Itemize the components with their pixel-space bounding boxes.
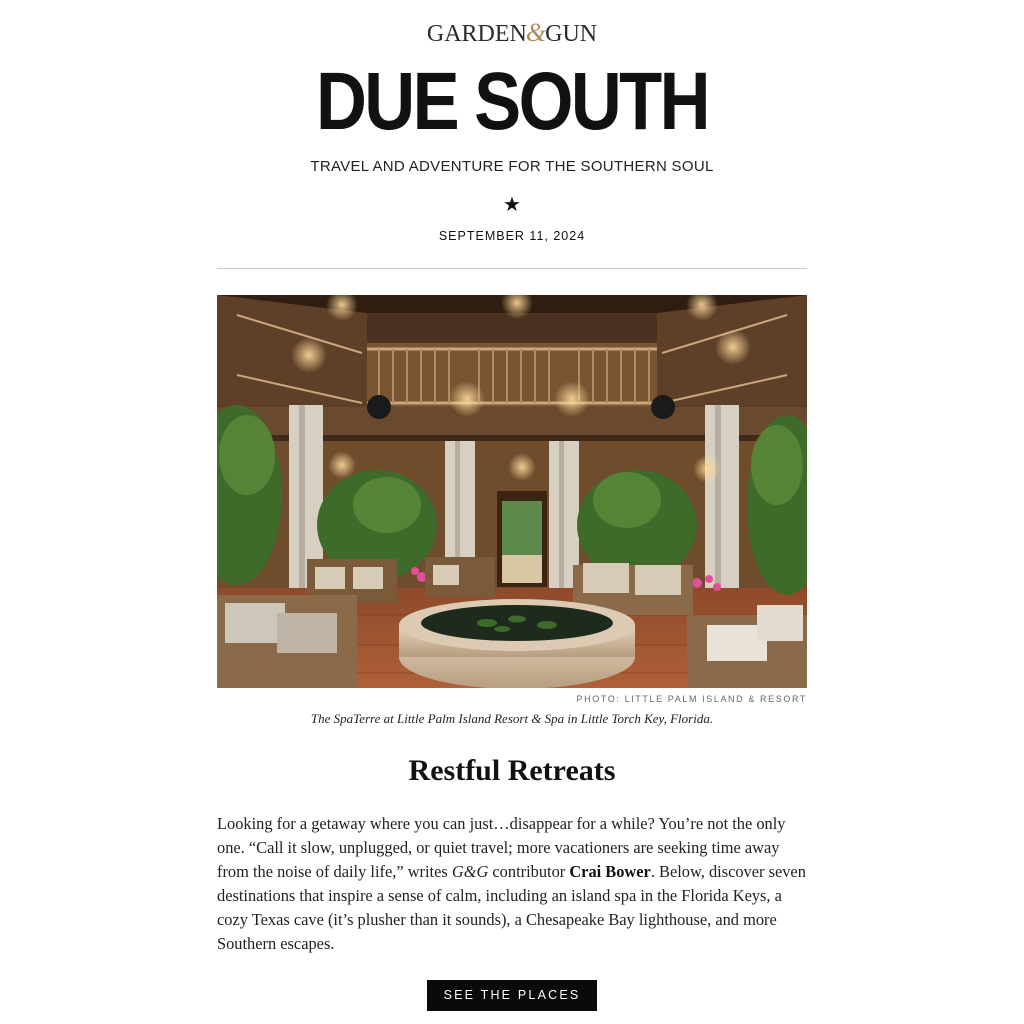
author-name: Crai Bower <box>569 862 651 881</box>
image-caption: The SpaTerre at Little Palm Island Resort & Spa in Little Torch Key, Florida. <box>310 711 714 726</box>
article-body <box>217 812 809 956</box>
logo-word-garden: GARDEN <box>426 21 527 47</box>
spa-courtyard-illustration <box>217 295 807 688</box>
newsletter-title: DUE SOUTH <box>315 56 709 147</box>
newsletter-tagline: TRAVEL AND ADVENTURE FOR THE SOUTHERN SOUL <box>310 158 714 175</box>
body-text-part-3: . Below, discover seven destinations that inspire a sense of calm, including an island spa in the Florida Keys, a cozy Texas cave (it’s plusher than it sounds), a Chesapeake Bay lighthouse, and more Southern escapes. <box>217 862 806 953</box>
photo-credit: PHOTO: LITTLE PALM ISLAND & RESORT <box>576 694 807 704</box>
body-text-part-1: Looking for a getaway where you can just…disappear for a while? You’re not the only one. “Call it slow, unplugged, or quiet travel; more vacationers are seeking time away from the noise of daily life,” writes <box>217 814 786 881</box>
article-heading: Restful Retreats <box>408 754 616 787</box>
publication-name: G&G <box>451 862 489 881</box>
logo-word-gun: GUN <box>545 21 598 47</box>
star-icon: ★ <box>503 192 521 216</box>
body-text-part-2: contributor <box>488 862 570 881</box>
header-divider <box>217 268 807 269</box>
garden-and-gun-logo[interactable] <box>0 18 1024 49</box>
issue-date: SEPTEMBER 11, 2024 <box>438 229 586 243</box>
logo-ampersand: & <box>525 18 547 47</box>
hero-image[interactable] <box>217 295 807 688</box>
see-the-places-button[interactable]: SEE THE PLACES <box>427 980 597 1011</box>
